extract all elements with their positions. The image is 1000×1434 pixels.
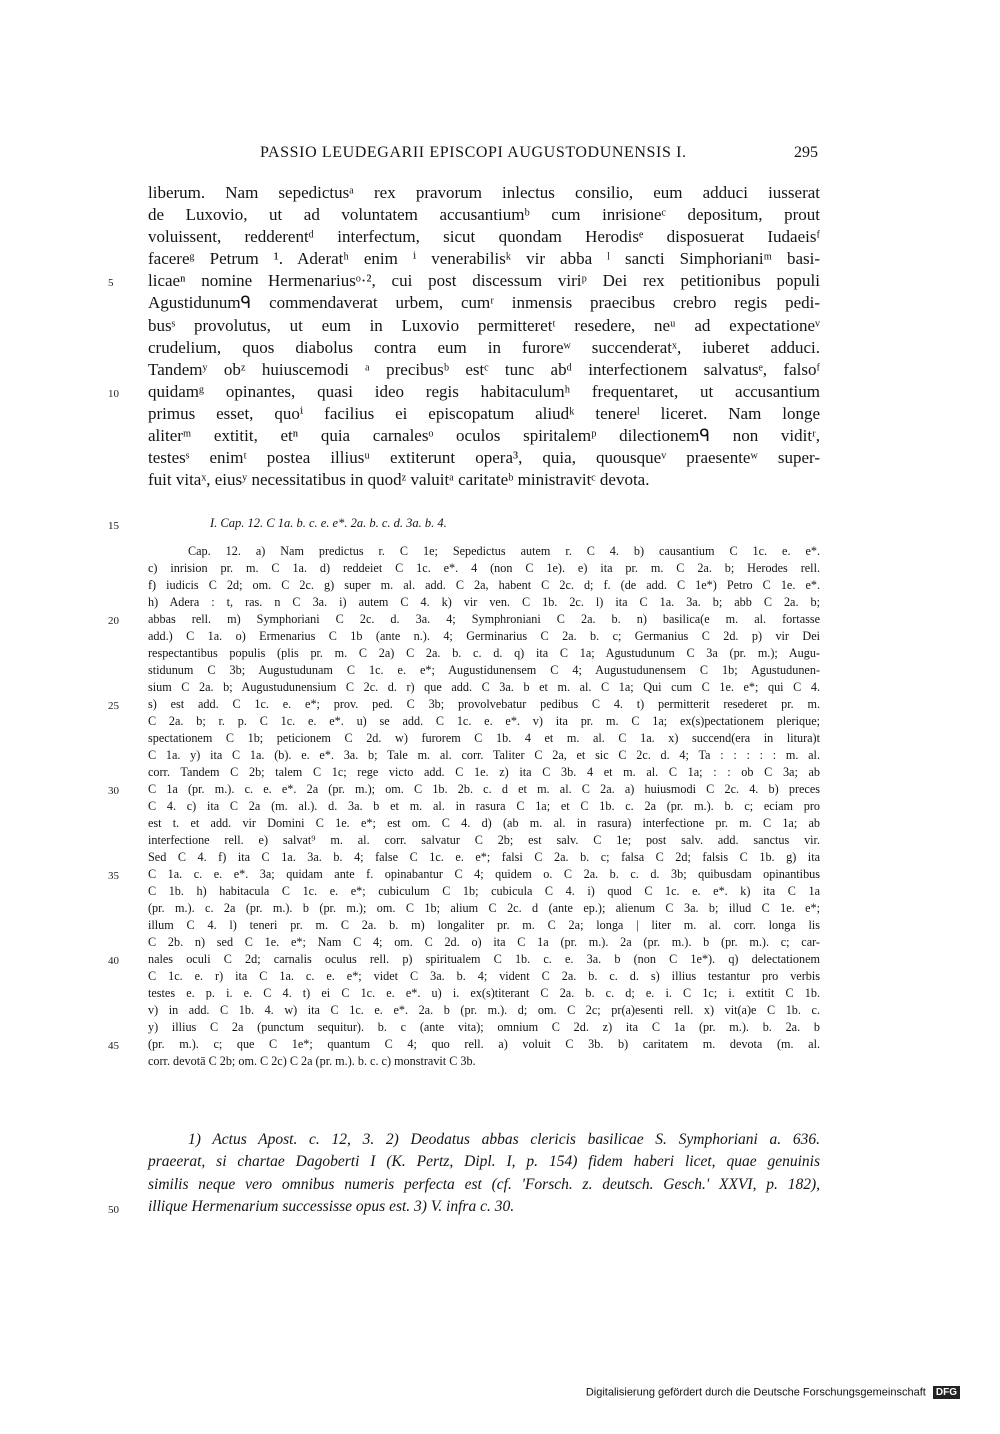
apparatus-line xyxy=(148,731,820,748)
apparatus-line xyxy=(148,595,820,612)
apparatus-line-text: corr. devotā C 2b; om. C 2c) C 2a (pr. m.). b. c. c) monstravit C 3b. xyxy=(148,1054,476,1068)
text-line xyxy=(148,183,820,205)
footnotes xyxy=(108,1131,820,1220)
apparatus-line-text: h) Adera : t, ras. n C 3a. i) autem C 4. k) vir ven. C 1b. 2c. l) ita C 1a. 3a. b; abb C 2a. b; xyxy=(148,595,820,609)
apparatus-line xyxy=(148,816,820,833)
apparatus-line xyxy=(148,544,820,561)
apparatus-line xyxy=(148,629,820,646)
apparatus-line xyxy=(148,935,820,952)
text-line xyxy=(148,448,820,470)
line-number: 50 xyxy=(108,1203,119,1216)
apparatus-line xyxy=(148,850,820,867)
apparatus-line-text: illum C 4. l) teneri pr. m. C 2a. b. m) longaliter pr. m. C 2a; longa | liter m. al. corr. longa lis xyxy=(148,918,820,932)
apparatus-line xyxy=(148,833,820,850)
text-line-text: facereᵍ Petrum ¹. Aderatʰ enim ⁱ venerabilisᵏ vir abba ˡ sancti Simphorianiᵐ basi- xyxy=(148,249,820,269)
apparatus-line xyxy=(148,748,820,765)
text-line-text: busˢ provolutus, ut eum in Luxovio permitteretᵗ resedere, neᵘ ad expectationeᵛ xyxy=(148,315,820,335)
apparatus-line-text: est t. et add. vir Domini C 1e. e*; est om. C 4. d) (ab m. al. in rasura) interfectione pr. m. C 1a; ab xyxy=(148,816,820,830)
apparatus-line-text: nales oculi C 2d; carnalis oculus rell. p) spiritualem C 1b. c. e. 3a. b (non C 1e*). q) delectationem xyxy=(148,952,820,966)
text-line-text: fuit vitaˣ, eiusʸ necessitatibus in quodᶻ valuitᵃ caritateᵇ ministravitᶜ devota. xyxy=(148,470,650,490)
apparatus-line-text: C 1a (pr. m.). c. e. e*. 2a (pr. m.); om. C 1b. 2b. c. d et m. al. C 2a. a) huiusmodi C 2c. 4. b) preces xyxy=(148,782,820,796)
text-line xyxy=(148,205,820,227)
apparatus-line xyxy=(148,901,820,918)
apparatus-line-text: C 1a. y) ita C 1a. (b). e. e*. 3a. b; Tale m. al. corr. Taliter C 2a, et sic C 2c. d. 4; Ta : : : : : m. al. xyxy=(148,748,820,762)
line-number: 30 xyxy=(108,785,119,797)
apparatus-line xyxy=(148,1003,820,1020)
text-line-text: voluissent, redderentᵈ interfectum, sicut quondam Herodisᵉ disposuerat Iudaeisᶠ xyxy=(148,227,820,247)
apparatus-line-text: (pr. m.). c. 2a (pr. m.). b (pr. m.); om. C 1b; alium C 2c. d (ante ep.); alienum C 3a. b; illud C 1e. e*; xyxy=(148,901,820,915)
apparatus-line-text: (pr. m.). c; que C 1e*; quantum C 4; quo rell. a) voluit C 3b. b) caritatem m. devota (m. al. xyxy=(148,1037,820,1051)
apparatus-line xyxy=(108,697,820,714)
footnote-line-text: praeerat, si chartae Dagoberti I (K. Pertz, Dipl. I, p. 154) fidem haberi licet, quae genuinis xyxy=(148,1153,820,1171)
apparatus-line xyxy=(148,646,820,663)
apparatus-line-text: y) illius C 2a (punctum sequitur). b. c (ante vita); omnium C 2d. z) ita C 1a (pr. m.). b. 2a. b xyxy=(148,1020,820,1034)
apparatus-line-text: stidunum C 3b; Augustudunam C 1c. e. e*; Augustidunensem C 4; Augustudunensem C 1b; Agustudunen- xyxy=(148,663,820,677)
apparatus-line xyxy=(148,1020,820,1037)
footnote-line xyxy=(148,1176,820,1198)
apparatus-line xyxy=(148,765,820,782)
chapter-sigla-line: I. Cap. 12. C 1a. b. c. e. e*. 2a. b. c. d. 3a. b. 4. xyxy=(210,516,447,530)
apparatus-line xyxy=(148,561,820,578)
digitization-credit xyxy=(586,1386,960,1399)
line-number: 40 xyxy=(108,955,119,967)
line-number: 35 xyxy=(108,870,119,882)
text-line xyxy=(148,227,820,249)
text-line-text: aliterᵐ extitit, etⁿ quia carnalesᵒ oculos spiritalemᵖ dilectionemᑫ non viditʳ, xyxy=(148,426,820,446)
apparatus-line-text: corr. Tandem C 2b; talem C 1c; rege victo add. C 1e. z) ita C 3b. 4 et m. al. C 1a; : : ob C 3a; ab xyxy=(148,765,820,779)
apparatus-line-text: C 1a. c. e. e*. 3a; quidam ante f. opinabantur C 4; quidem o. C 2a. b. c. d. 3b; quibusdam opinantibus xyxy=(148,867,820,881)
footnote-line xyxy=(148,1131,820,1153)
text-line-text: primus esset, quoⁱ facilius ei episcopatum aliudᵏ tenereˡ liceret. Nam longe xyxy=(148,403,820,423)
text-line-text: Agustidunumᑫ commendaverat urbem, cumʳ inmensis praecibus crebro regis pedi- xyxy=(148,293,820,313)
apparatus-line-text: C 4. c) ita C 2a (m. al.). d. 3a. b et m. al. in rasura C 1a; et C 1b. c. 2a (pr. m.). b. c; eciam pro xyxy=(148,799,820,813)
footnote-line-text: similis neque vero omnibus numeris perfecta est (cf. 'Forsch. z. deutsch. Gesch.' XXVI, p. 182), xyxy=(148,1175,820,1193)
text-line xyxy=(148,360,820,382)
text-line xyxy=(148,470,820,492)
apparatus-line-text: C 2b. n) sed C 1e. e*; Nam C 4; om. C 2d. o) ita C 1a (pr. m.). 2a (pr. m.). b (pr. m.). c; car- xyxy=(148,935,820,949)
footnote-line-text: illique Hermenarium successisse opus est. 3) V. infra c. 30. xyxy=(148,1197,515,1215)
footnote-line xyxy=(108,1197,820,1220)
apparatus-line xyxy=(108,612,820,629)
apparatus-line-text: abbas rell. m) Symphoriani C 2c. d. 3a. 4; Symphroniani C 2a. b. n) basilica(e m. al. fortasse xyxy=(148,612,820,626)
text-line xyxy=(148,249,820,271)
apparatus-line xyxy=(108,782,820,799)
apparatus-line xyxy=(108,952,820,969)
main-text xyxy=(108,183,820,492)
line-number: 10 xyxy=(108,387,119,400)
running-header xyxy=(148,144,818,168)
apparatus-line-text: Sed C 4. f) ita C 1a. 3a. b. 4; false C 1c. e. e*; falsi C 2a. b. c; falsa C 2d; falsis C 1b. g) ita xyxy=(148,850,820,864)
apparatus-line xyxy=(148,680,820,697)
apparatus-line-text: C 1b. h) habitacula C 1c. e. e*; cubiculum C 1b; cubicula C 4. i) quod C 1c. e. e*. k) ita C 1a xyxy=(148,884,820,898)
apparatus-line xyxy=(148,578,820,595)
apparatus-line-text: Cap. 12. a) Nam predictus r. C 1e; Sepedictus autem r. C 4. b) causantium C 1c. e. e*. xyxy=(188,544,820,558)
text-line xyxy=(108,381,820,404)
apparatus-line xyxy=(108,1037,820,1054)
line-number: 15 xyxy=(108,520,119,532)
page-number: 295 xyxy=(794,144,818,161)
apparatus-line xyxy=(148,969,820,986)
apparatus-line-text: s) est add. C 1c. e. e*; prov. ped. C 3b; provolvebatur pedibus C 4. t) permitterit resederet pr. m. xyxy=(148,697,820,711)
apparatus-line-text: respectantibus populis (plis pr. m. C 2a) C 2a. b. c. d. q) ita C 1a; Agustudunum C 3a (pr. m.); Augu- xyxy=(148,646,820,660)
text-line-text: licaeⁿ nomine Hermenariusᵒ·², cui post discessum viriᵖ Dei rex petitionibus populi xyxy=(148,271,820,291)
critical-apparatus xyxy=(108,544,820,1071)
text-line xyxy=(148,338,820,360)
text-line xyxy=(148,316,820,338)
apparatus-line-text: C 2a. b; r. p. C 1c. e. e*. u) se add. C 1c. e. e*. v) ita pr. m. C 1a; ex(s)pectationem plerique; xyxy=(148,714,820,728)
line-number: 25 xyxy=(108,700,119,712)
digitization-text: Digitalisierung gefördert durch die Deutsche Forschungsgemeinschaft xyxy=(585,1386,926,1399)
text-line-text: de Luxovio, ut ad voluntatem accusantiumᵇ cum inrisioneᶜ depositum, prout xyxy=(148,205,820,225)
footnote-line xyxy=(148,1153,820,1175)
text-line-text: testesˢ enimᵗ postea illiusᵘ extiterunt opera³, quia, quousqueᵛ praesenteʷ super- xyxy=(148,448,820,468)
text-line xyxy=(148,404,820,426)
apparatus-line-text: v) in add. C 1b. 4. w) ita C 1c. e. e*. 2a. b (pr. m.). d; om. C 2c; pr(a)esenti rell. x) vit(a)e C 1b. c. xyxy=(148,1003,820,1017)
text-line-text: quidamᵍ opinantes, quasi ideo regis habitaculumʰ frequentaret, ut accusantium xyxy=(148,381,820,401)
apparatus-line-text: testes e. p. i. e. C 4. t) ei C 1c. e. e*. u) i. ex(s)titerant C 2a. b. c. d; e. i. C 1c; i. extitit C 1b. xyxy=(148,986,820,1000)
line-number: 20 xyxy=(108,615,119,627)
apparatus-line-text: C 1c. e. r) ita C 1a. c. e. e*; videt C 3a. b. 4; vident C 2a. b. c. d. s) illius testantur pro verbis xyxy=(148,969,820,983)
apparatus-line xyxy=(148,714,820,731)
text-line-text: crudelium, quos diabolus contra eum in furoreʷ succenderatˣ, iuberet adduci. xyxy=(148,337,820,357)
line-number: 5 xyxy=(108,277,114,290)
text-line xyxy=(148,293,820,315)
apparatus-line-text: add.) C 1a. o) Ermenarius C 1b (ante n.). 4; Germinarius C 2a. b. c; Germanius C 2d. p) vir Dei xyxy=(148,629,820,643)
apparatus-line xyxy=(148,986,820,1003)
apparatus-line xyxy=(148,918,820,935)
apparatus-line xyxy=(148,799,820,816)
text-line xyxy=(148,426,820,448)
apparatus-line-text: interfectione rell. e) salvat⁹ m. al. corr. salvatur C 2b; est salv. C 1e; post salv. add. sanctus vir. xyxy=(148,833,820,847)
apparatus-line-text: c) inrision pr. m. C 1a. d) reddeiet C 1c. e*. 4 (non C 1e). e) ita pr. m. C 2a. b; Herodes rell. xyxy=(148,561,820,575)
apparatus-line xyxy=(148,884,820,901)
apparatus-line xyxy=(148,663,820,680)
dfg-logo: DFG xyxy=(933,1386,960,1399)
text-line-text: liberum. Nam sepedictusᵃ rex pravorum inlectus consilio, eum adduci iusserat xyxy=(148,183,820,202)
apparatus-line-text: f) iudicis C 2d; om. C 2c. g) super m. al. add. C 2a, habent C 2c. d; f. (de add. C 1e*) Petro C 1e. e*. xyxy=(148,578,820,592)
line-number: 45 xyxy=(108,1040,119,1052)
apparatus-line-text: sium C 2a. b; Augustudunensium C 2c. d. r) que add. C 3a. b et m. al. C 1a; Qui cum C 1e. e*; qui C 4. xyxy=(148,680,820,694)
apparatus-line xyxy=(108,867,820,884)
running-title: PASSIO LEUDEGARII EPISCOPI AUGUSTODUNENSIS I. xyxy=(260,144,687,161)
apparatus-line xyxy=(148,1054,820,1071)
apparatus-line-text: spectationem C 1b; peticionem C 2d. w) furorem C 1b. 4 et m. al. C 1a. x) succend(era in litura)t xyxy=(148,731,820,745)
text-line-text: Tandemʸ obᶻ huiuscemodi ᵃ precibusᵇ estᶜ tunc abᵈ interfectionem salvatusᵉ, falsoᶠ xyxy=(148,359,820,379)
footnote-line-text: 1) Actus Apost. c. 12, 3. 2) Deodatus abbas clericis basilicae S. Symphoriani a. 636. xyxy=(188,1131,820,1148)
text-line xyxy=(108,271,820,293)
